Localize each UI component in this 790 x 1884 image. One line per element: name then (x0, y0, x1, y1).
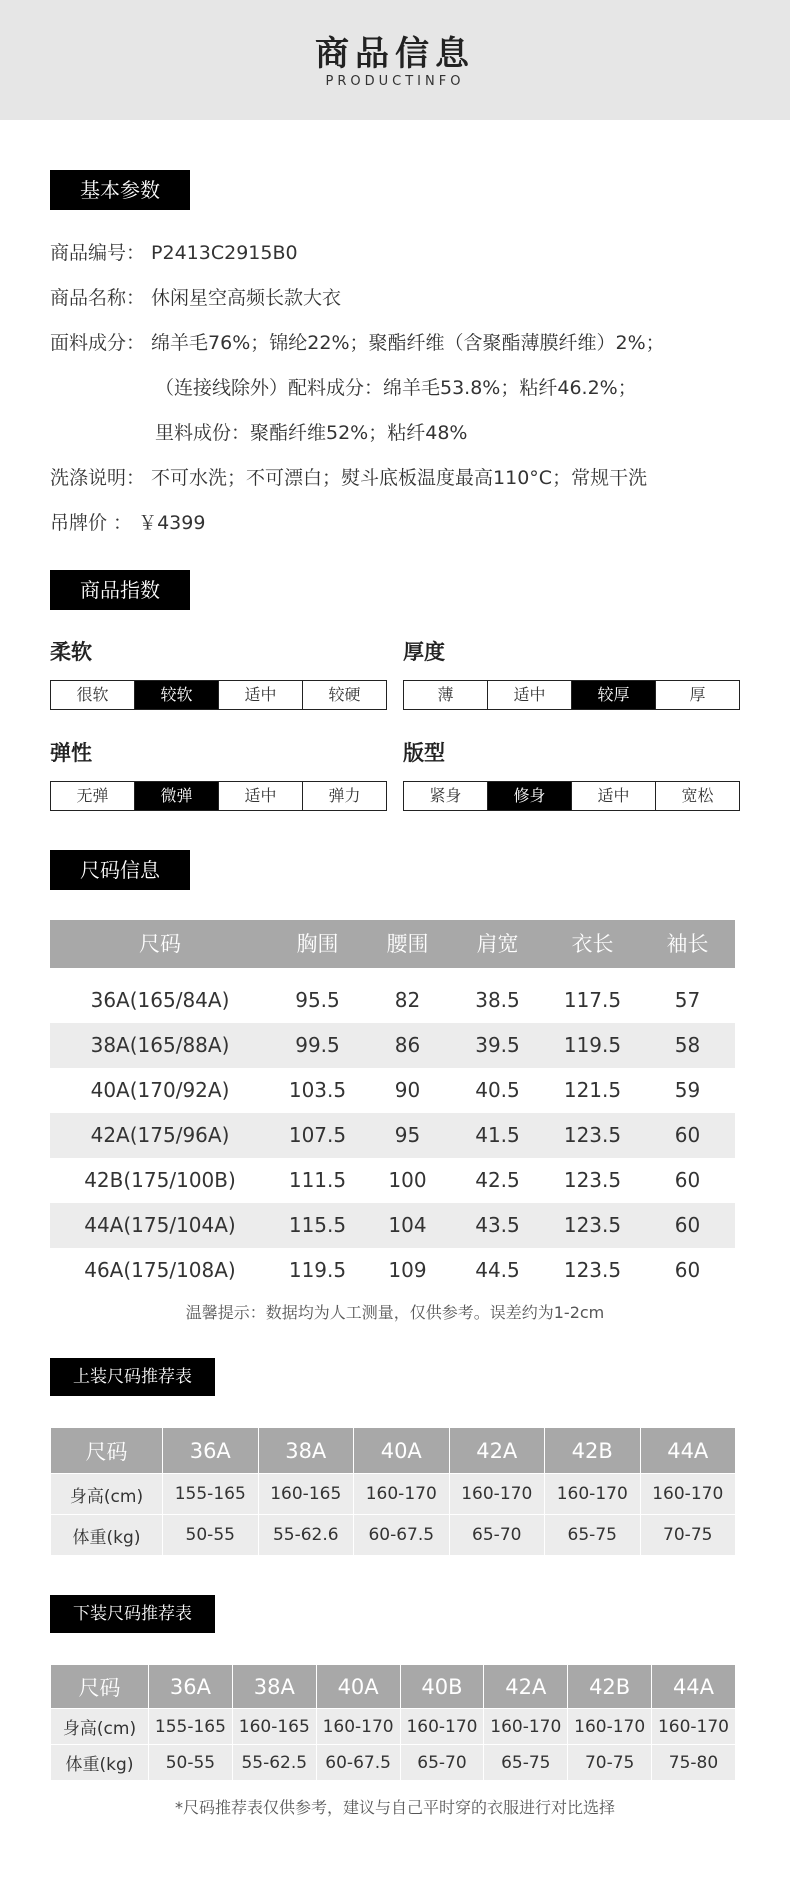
table-cell: 36A(165/84A) (90, 988, 230, 1012)
table-cell: 160-170 (316, 1709, 400, 1745)
table-row (51, 1665, 736, 1709)
table-cell: 42A (449, 1428, 545, 1474)
table-cell: 60 (674, 1168, 701, 1192)
table-cell: 111.5 (288, 1168, 347, 1192)
scale-option: 适中 (571, 782, 655, 810)
scale-option: 适中 (487, 681, 571, 709)
table-cell: 42.5 (475, 1168, 520, 1192)
table-cell: 160-165 (232, 1709, 316, 1745)
table-cell: 60-67.5 (354, 1515, 450, 1556)
size-info-tag: 尺码信息 (50, 850, 190, 890)
thickness-scale (403, 680, 740, 710)
page-title: 商品信息 (315, 34, 475, 74)
table-cell: 160-165 (258, 1474, 354, 1515)
table-cell: 123.5 (563, 1213, 622, 1237)
table-cell: 41.5 (475, 1123, 520, 1147)
table-row (50, 1023, 735, 1068)
size-table-header (50, 920, 735, 968)
scale-option: 适中 (218, 681, 302, 709)
scale-option: 微弹 (134, 782, 218, 810)
top-rec-table (50, 1427, 736, 1556)
table-cell: 36A (149, 1665, 233, 1709)
table-cell: 44A (640, 1428, 736, 1474)
table-cell: 160-170 (354, 1474, 450, 1515)
table-cell: 160-170 (652, 1709, 736, 1745)
table-cell: 42A (484, 1665, 568, 1709)
lining-row: 里料成份：聚酯纤维52%；粘纤48% (155, 422, 468, 444)
table-cell: 38A (258, 1428, 354, 1474)
table-cell: 160-170 (640, 1474, 736, 1515)
table-row (51, 1474, 736, 1515)
table-cell: 100 (388, 1168, 427, 1192)
scale-option: 很软 (76, 685, 109, 704)
table-cell: 38A(165/88A) (90, 1033, 230, 1057)
table-cell: 50-55 (163, 1515, 259, 1556)
table-cell: 43.5 (475, 1213, 520, 1237)
table-cell: 36A (163, 1428, 259, 1474)
table-cell: 38.5 (475, 988, 520, 1012)
size-table-body (50, 978, 735, 1293)
header-cell: 腰围 (386, 932, 429, 956)
table-cell: 119.5 (563, 1033, 622, 1057)
table-cell: 50-55 (149, 1745, 233, 1781)
table-cell: 39.5 (475, 1033, 520, 1057)
table-cell: 38A (232, 1665, 316, 1709)
table-cell: 160-170 (484, 1709, 568, 1745)
scale-option: 紧身 (429, 786, 462, 805)
table-cell: 60 (674, 1213, 701, 1237)
table-row (50, 1113, 735, 1158)
fit-scale (403, 781, 740, 811)
table-cell: 40A(170/92A) (90, 1078, 230, 1102)
elasticity-scale (50, 781, 387, 811)
table-cell: 155-165 (149, 1709, 233, 1745)
table-cell: 99.5 (295, 1033, 340, 1057)
table-cell: 117.5 (563, 988, 622, 1012)
table-cell: 44A (652, 1665, 736, 1709)
fabric-row: 面料成分： 绵羊毛76%；锦纶22%；聚酯纤维（含聚酯薄膜纤维）2%； (50, 332, 665, 354)
table-cell: 40A (354, 1428, 450, 1474)
table-cell: 160-170 (449, 1474, 545, 1515)
table-cell: 体重(kg) (51, 1515, 163, 1556)
table-cell: 65-70 (449, 1515, 545, 1556)
table-cell: 42B(175/100B) (84, 1168, 236, 1192)
product-code-row: 商品编号： P2413C2915B0 (50, 242, 298, 264)
table-cell: 44.5 (475, 1258, 520, 1282)
scale-option: 薄 (437, 685, 454, 704)
table-cell: 55-62.6 (258, 1515, 354, 1556)
washing-row: 洗涤说明： 不可水洗；不可漂白；熨斗底板温度最高110°C；常规干洗 (50, 467, 648, 489)
header-cell: 肩宽 (476, 932, 519, 956)
table-cell: 90 (394, 1078, 421, 1102)
table-cell: 57 (674, 988, 701, 1012)
elasticity-title: 弹性 (50, 741, 92, 765)
table-cell: 123.5 (563, 1168, 622, 1192)
measure-note: 温馨提示：数据均为人工测量，仅供参考。误差约为1-2cm (185, 1303, 605, 1322)
scale-option: 弹力 (302, 782, 386, 810)
scale-option: 宽松 (655, 782, 739, 810)
table-cell: 65-75 (545, 1515, 641, 1556)
footer-note: *尺码推荐表仅供参考，建议与自己平时穿的衣服进行对比选择 (174, 1798, 615, 1817)
table-cell: 44A(175/104A) (84, 1213, 236, 1237)
table-cell: 123.5 (563, 1123, 622, 1147)
header-cell: 衣长 (571, 932, 614, 956)
fit-title: 版型 (403, 741, 445, 765)
scale-option: 修身 (487, 782, 571, 810)
table-cell: 42A(175/96A) (90, 1123, 230, 1147)
table-row (50, 1248, 735, 1293)
page-subtitle: PRODUCTINFO (325, 74, 465, 89)
table-row (50, 1068, 735, 1113)
table-cell: 尺码 (51, 1428, 163, 1474)
table-cell: 60 (674, 1123, 701, 1147)
table-cell: 160-170 (568, 1709, 652, 1745)
basic-params-tag: 基本参数 (50, 170, 190, 210)
table-cell: 107.5 (288, 1123, 347, 1147)
table-cell: 121.5 (563, 1078, 622, 1102)
table-cell: 体重(kg) (51, 1745, 149, 1781)
table-cell: 42B (545, 1428, 641, 1474)
table-cell: 55-62.5 (232, 1745, 316, 1781)
table-cell: 160-170 (400, 1709, 484, 1745)
table-cell: 60-67.5 (316, 1745, 400, 1781)
table-row (50, 1203, 735, 1248)
table-cell: 155-165 (163, 1474, 259, 1515)
table-cell: 身高(cm) (51, 1709, 149, 1745)
bottom-rec-tag: 下装尺码推荐表 (50, 1595, 215, 1633)
header-cell: 袖长 (666, 932, 709, 956)
top-rec-tag: 上装尺码推荐表 (50, 1358, 215, 1396)
table-cell: 身高(cm) (51, 1474, 163, 1515)
scale-option: 适中 (218, 782, 302, 810)
table-cell: 160-170 (545, 1474, 641, 1515)
header-cell: 胸围 (296, 932, 339, 956)
table-cell: 82 (394, 988, 421, 1012)
trim-row: （连接线除外）配料成分：绵羊毛53.8%；粘纤46.2%； (155, 377, 637, 399)
table-cell: 86 (394, 1033, 421, 1057)
table-cell: 46A(175/108A) (84, 1258, 236, 1282)
table-cell: 123.5 (563, 1258, 622, 1282)
table-cell: 尺码 (51, 1665, 149, 1709)
table-cell: 65-75 (484, 1745, 568, 1781)
table-row (51, 1515, 736, 1556)
table-cell: 40B (400, 1665, 484, 1709)
table-cell: 95 (394, 1123, 421, 1147)
table-cell: 115.5 (288, 1213, 347, 1237)
header-cell: 尺码 (139, 932, 181, 956)
table-cell: 65-70 (400, 1745, 484, 1781)
table-cell: 119.5 (288, 1258, 347, 1282)
table-row (51, 1709, 736, 1745)
table-row (51, 1745, 736, 1781)
table-cell: 42B (568, 1665, 652, 1709)
scale-option: 较厚 (571, 681, 655, 709)
table-cell: 59 (674, 1078, 701, 1102)
table-cell: 58 (674, 1033, 701, 1057)
product-index-tag: 商品指数 (50, 570, 190, 610)
table-cell: 40.5 (475, 1078, 520, 1102)
softness-scale (50, 680, 387, 710)
scale-option: 无弹 (76, 786, 109, 805)
table-row (50, 978, 735, 1023)
table-cell: 104 (388, 1213, 427, 1237)
price-row: 吊牌价 ： ￥4399 (50, 512, 206, 534)
table-cell: 60 (674, 1258, 701, 1282)
table-row (51, 1428, 736, 1474)
product-name-row: 商品名称： 休闲星空高频长款大衣 (50, 287, 342, 309)
softness-title: 柔软 (50, 640, 92, 664)
scale-option: 较软 (134, 681, 218, 709)
scale-option: 厚 (655, 681, 739, 709)
table-row (50, 1158, 735, 1203)
table-cell: 70-75 (640, 1515, 736, 1556)
table-cell: 40A (316, 1665, 400, 1709)
bottom-rec-table (50, 1664, 736, 1781)
size-table (50, 920, 735, 1293)
page-header (0, 0, 790, 120)
table-cell: 103.5 (288, 1078, 347, 1102)
scale-option: 较硬 (302, 681, 386, 709)
table-cell: 109 (388, 1258, 427, 1282)
table-cell: 95.5 (295, 988, 340, 1012)
thickness-title: 厚度 (403, 640, 445, 664)
table-cell: 75-80 (652, 1745, 736, 1781)
table-cell: 70-75 (568, 1745, 652, 1781)
